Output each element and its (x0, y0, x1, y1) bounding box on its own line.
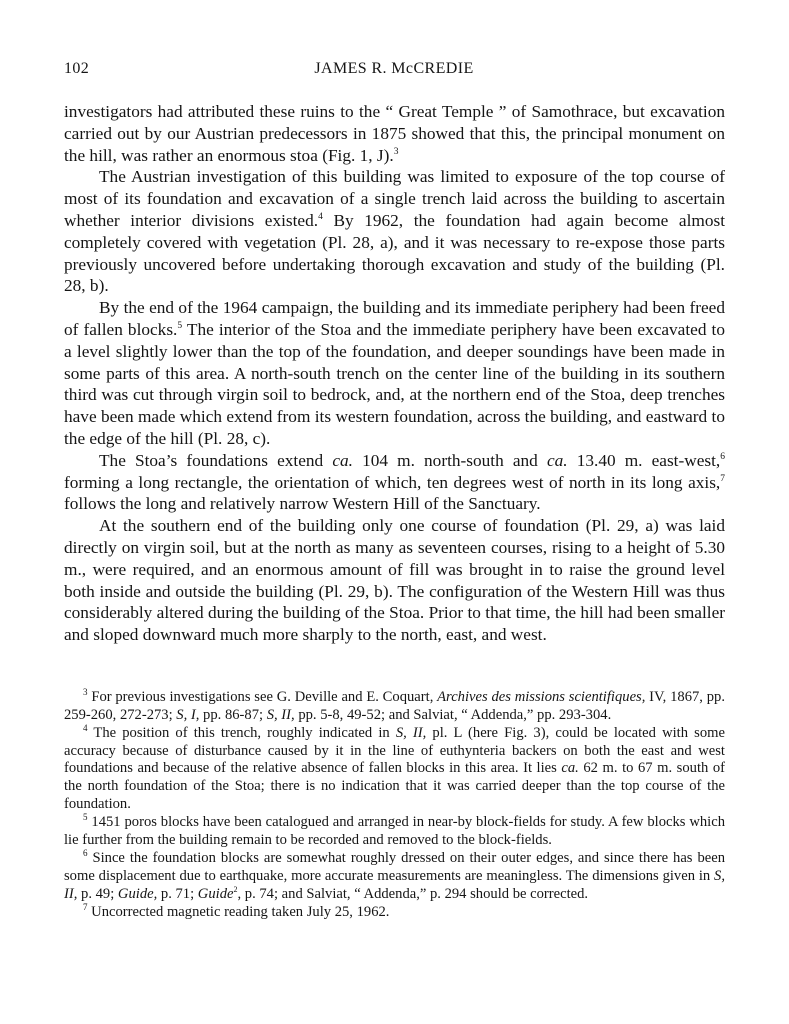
footnote: $^7$ Uncorrected magnetic reading taken July 25, 1962. (83, 902, 390, 921)
footnote-ref[interactable]: 7 (720, 473, 725, 484)
footnote: $^6$ Since the foundation blocks are somewhat roughly dressed on their outer edges, and since there has been some displacement due to earthquake, more accurate measurements are meaningless. The dimensions given in S, II, p. 49; Guide, p. 71; Guide$^2$, p. 74; and Salviat, “ Addenda,” p. 294 should be corrected. (64, 848, 725, 902)
footnotes (64, 689, 725, 923)
paragraph: At the southern end of the building only one course of foundation (Pl. 29, a) was laid directly on virgin soil, but at the north as many as seventeen courses, rising to a height of 5.30 m., were required, and an enormous amount of fill was brought in to raise the ground level both inside and outside the building (Pl. 29, b). The configuration of the Western Hill was thus considerably altered during the building of the Stoa. Prior to that time, the hill had been smaller and sloped downward much more sharply to the north, east, and west. (64, 516, 725, 645)
paragraph: The Stoa’s foundations extend ca. 104 m. north-south and ca. 13.40 m. east-west,$^6$ forming a long rectangle, the orientation of which, ten degrees west of north in its long axis,$^7$ follows the long and relatively narrow Western Hill of the Sanctuary. (64, 450, 725, 514)
paragraph: By the end of the 1964 campaign, the building and its immediate periphery had been freed of fallen blocks.$^5$ The interior of the Stoa and the immediate periphery have been excavated to a level slightly lower than the top of the foundation, and deeper soundings have been made in some parts of this area. A north-south trench on the center line of the building in its southern third was cut through virgin soil to bedrock, and, at the northern end of the Stoa, deep trenches have been made which extend from its western foundation, across the building, and eastward to the edge of the hill (Pl. 28, c). (64, 298, 725, 448)
footnote-ref[interactable]: 3 (393, 146, 399, 157)
footnote-ref[interactable]: 4 (318, 212, 323, 223)
paragraph: The Austrian investigation of this building was limited to exposure of the top course of most of its foundation and excavation of a single trench laid across the building to ascertain whether interior divisions existed.$^4$ By 1962, the foundation had again become almost completely covered with vegetation (Pl. 28, a), and it was necessary to re-expose those parts previously uncovered before undertaking thorough excavation and study of the building (Pl. 28, b). (64, 167, 725, 296)
footnote: $^3$ For previous investigations see G. Deville and E. Coquart, Archives des missions scientifiques, IV, 1867, pp. 259-260, 272-273; S, I, pp. 86-87; S, II, pp. 5-8, 49-52; and Salviat, “ Addenda,” pp. 293-304. (64, 687, 725, 723)
main-text (64, 101, 725, 646)
footnote: $^5$ 1451 poros blocks have been catalogued and arranged in near-by block-fields for study. A few blocks which lie further from the building remain to be recorded and removed to the block-fields. (64, 812, 725, 848)
footnote: $^4$ The position of this trench, roughly indicated in S, II, pl. L (here Fig. 3), could be located with some accuracy because of disturbance caused by it in the line of euthynteria backers on both the east and west foundations and because of the relative absence of fallen blocks in this area. It lies ca. 62 m. to 67 m. south of the north foundation of the Stoa; there is no indication that it was carried deeper than the top course of the foundation. (64, 723, 726, 812)
running-head (64, 60, 724, 84)
page-number: 102 (64, 60, 90, 77)
running-title: JAMES R. McCREDIE (314, 60, 474, 77)
paragraph: investigators had attributed these ruins to the “ Great Temple ” of Samothrace, but excavation carried out by our Austrian predecessors in 1875 showed that this, the principal monument on the hill, was rather an enormous stoa (Fig. 1, J).$^3$ (64, 102, 725, 165)
footnote-ref[interactable]: 6 (720, 451, 725, 462)
footnote-ref[interactable]: 5 (177, 321, 183, 332)
